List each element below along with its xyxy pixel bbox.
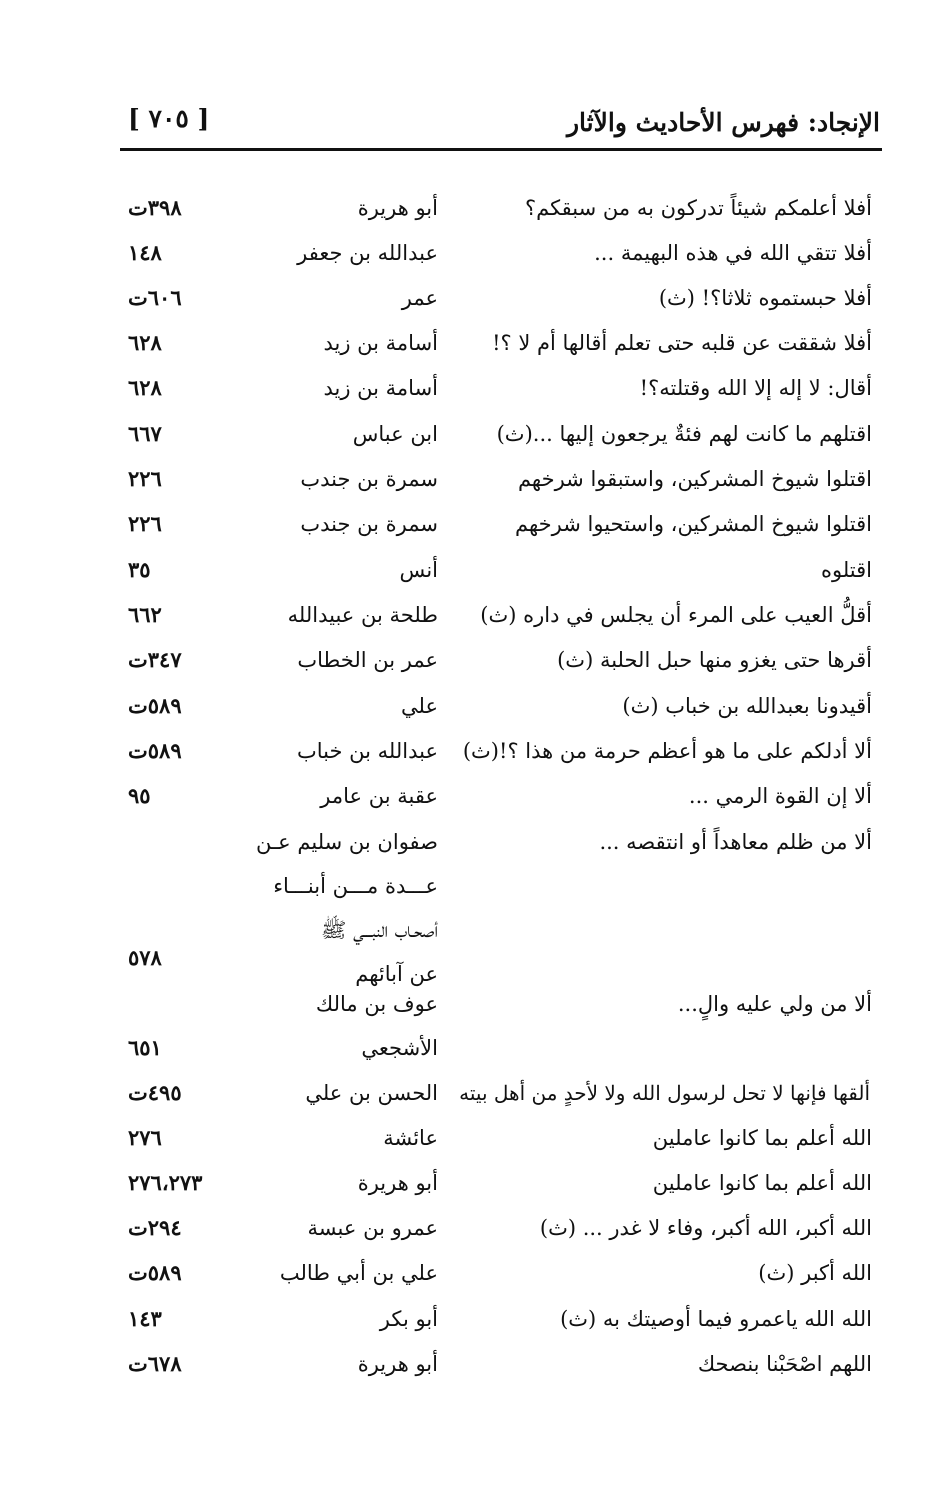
narrator-line: أصحـاب النبـــي ﷺ — [321, 918, 438, 942]
index-row — [0, 729, 950, 773]
index-row — [0, 1161, 950, 1205]
narrator: عمر — [401, 286, 438, 310]
page-ref: ٢٧٦ — [128, 1125, 162, 1150]
index-row — [0, 366, 950, 410]
hadith-text: الله أكبر (ث) — [758, 1261, 872, 1285]
index-row — [0, 276, 950, 320]
page-ref: ١٤٣ — [128, 1306, 162, 1331]
page-ref: ٥٨٩ت — [128, 693, 182, 718]
narrator: عبدالله بن جعفر — [297, 241, 438, 265]
index-row — [0, 638, 950, 682]
index-row — [0, 1342, 950, 1386]
page-ref: ٣٥ — [128, 557, 151, 582]
narrator-line: الأشجعي — [361, 1036, 438, 1060]
index-row-multiline — [0, 820, 950, 1000]
hadith-text: أقال: لا إله إلا الله وقتلته؟! — [639, 376, 872, 400]
narrator-multiline — [238, 982, 438, 1070]
page-ref: ٥٨٩ت — [128, 738, 182, 763]
index-row — [0, 231, 950, 275]
hadith-text: أقرها حتى يغزو منها حبل الحلبة (ث) — [557, 648, 872, 672]
narrator: أسامة بن زيد — [323, 376, 438, 400]
index-row — [0, 774, 950, 818]
narrator: أبو هريرة — [357, 1352, 438, 1376]
page-ref: ٦٧٨ت — [128, 1351, 182, 1376]
index-row — [0, 1251, 950, 1295]
page-ref: ٦٥١ — [128, 1035, 162, 1060]
hadith-text: اقتلوا شيوخ المشركين، واستحيوا شرخهم — [515, 512, 872, 536]
narrator: علي بن أبي طالب — [279, 1261, 438, 1285]
hadith-text: ألا من ظلم معاهداً أو انتقصه ... — [599, 830, 872, 854]
page-ref: ٣٩٨ت — [128, 195, 182, 220]
narrator: عمرو بن عبسة — [307, 1216, 438, 1240]
page-number: [ ٧٠٥ ] — [128, 104, 210, 133]
page-ref: ٥٨٩ت — [128, 1260, 182, 1285]
index-row-multiline — [0, 982, 950, 1072]
page-ref: ٢٢٦ — [128, 466, 162, 491]
page-ref: ٥٧٨ — [128, 945, 162, 970]
hadith-text: اقتلوا شيوخ المشركين، واستبقوا شرخهم — [517, 467, 872, 491]
index-row — [0, 1206, 950, 1250]
hadith-text: اقتلوه — [820, 558, 872, 582]
narrator: عقبة بن عامر — [320, 784, 438, 808]
narrator: أنس — [399, 558, 438, 582]
narrator: أبو هريرة — [357, 1171, 438, 1195]
index-row — [0, 1297, 950, 1341]
index-row — [0, 1116, 950, 1160]
index-row — [0, 684, 950, 728]
hadith-text: اقتلهم ما كانت لهم فئةٌ يرجعون إليها ...(ث) — [496, 422, 872, 446]
index-row — [0, 412, 950, 456]
narrator: أبو بكر — [379, 1307, 438, 1331]
hadith-text: الله أعلم بما كانوا عاملين — [652, 1171, 872, 1195]
narrator-line: عـــدة مـــن أبنـــاء — [273, 874, 438, 898]
narrator: عمر بن الخطاب — [297, 648, 438, 672]
narrator-multiline — [238, 820, 438, 996]
narrator: علي — [401, 694, 438, 718]
index-row — [0, 593, 950, 637]
page-ref: ٣٤٧ت — [128, 647, 182, 672]
hadith-text: أقيدونا بعبدالله بن خباب (ث) — [622, 694, 872, 718]
narrator: طلحة بن عبيدالله — [287, 603, 438, 627]
hadith-text: ألا أدلكم على ما هو أعظم حرمة من هذا ؟!(ث) — [462, 739, 872, 763]
hadith-text: الله الله ياعمرو فيما أوصيتك به (ث) — [560, 1307, 872, 1331]
page-ref: ٦٠٦ت — [128, 285, 182, 310]
page-ref: ١٤٨ — [128, 240, 162, 265]
page-ref: ٦٦٢ — [128, 602, 162, 627]
hadith-text: أقلُّ العيب على المرء أن يجلس في داره (ث) — [480, 603, 872, 627]
index-row — [0, 321, 950, 365]
page-ref: ٤٩٥ت — [128, 1080, 182, 1105]
index-row — [0, 457, 950, 501]
hadith-text: اللهم اصْحَبْنا بنصحك — [697, 1352, 872, 1376]
hadith-text: أفلا حبستموه ثلاثا؟! (ث) — [658, 286, 872, 310]
narrator: أسامة بن زيد — [323, 331, 438, 355]
hadith-text: ألا إن القوة الرمي ... — [688, 784, 872, 808]
hadith-text: ألا من ولي عليه والٍ... — [677, 992, 872, 1016]
narrator: سمرة بن جندب — [300, 512, 438, 536]
running-header — [120, 100, 880, 148]
hadith-text: أفلا شققت عن قلبه حتى تعلم أقالها أم لا ؟! — [492, 331, 872, 355]
hadith-text: الله أكبر، الله أكبر، وفاء لا غدر ... (ث) — [539, 1216, 872, 1240]
page-ref: ٢٧٦،٢٧٣ — [128, 1170, 203, 1195]
narrator-line: عن آبائهم — [355, 962, 438, 986]
index-row — [0, 548, 950, 592]
hadith-text: ألقها فإنها لا تحل لرسول الله ولا لأحدٍ من أهل بيته — [459, 1081, 870, 1105]
narrator: عائشة — [383, 1126, 438, 1150]
narrator-line: صفوان بن سليم عـن — [256, 830, 438, 854]
index-row — [0, 186, 950, 230]
index-row — [0, 502, 950, 546]
page-ref: ٢٩٤ت — [128, 1215, 182, 1240]
page-ref: ٦٦٧ — [128, 421, 162, 446]
narrator: الحسن بن علي — [305, 1081, 438, 1105]
page-ref: ٩٥ — [128, 783, 151, 808]
page-ref: ٦٢٨ — [128, 375, 162, 400]
narrator-line: عوف بن مالك — [315, 992, 438, 1016]
narrator: سمرة بن جندب — [300, 467, 438, 491]
hadith-text: أفلا أعلمكم شيئاً تدركون به من سبقكم؟ — [524, 196, 872, 220]
narrator: أبو هريرة — [357, 196, 438, 220]
page-ref: ٢٢٦ — [128, 511, 162, 536]
index-row — [0, 1071, 950, 1115]
page-ref: ٦٢٨ — [128, 330, 162, 355]
narrator: ابن عباس — [352, 422, 438, 446]
hadith-text: الله أعلم بما كانوا عاملين — [652, 1126, 872, 1150]
hadith-text: أفلا تتقي الله في هذه البهيمة ... — [594, 241, 872, 265]
header-rule — [120, 148, 882, 151]
running-title: الإنجاد: فهرس الأحاديث والآثار — [566, 108, 880, 137]
narrator: عبدالله بن خباب — [296, 739, 438, 763]
